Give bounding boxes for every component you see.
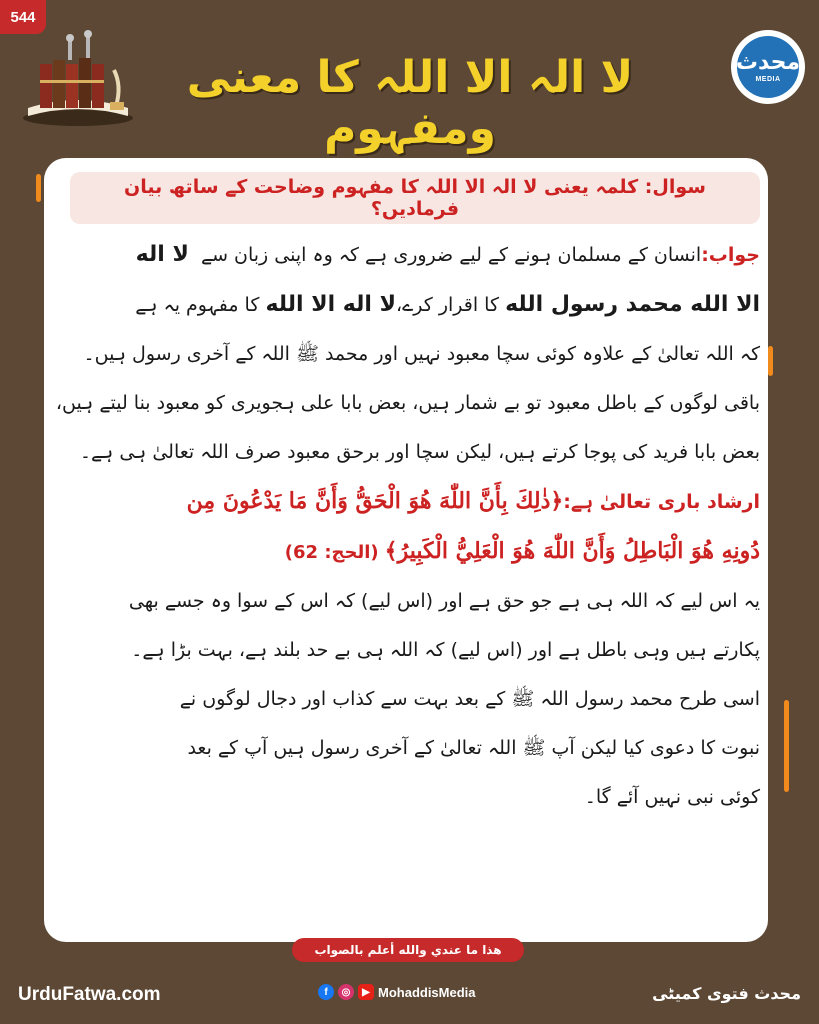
quran-intro: ارشاد باری تعالیٰ ہے: (563, 491, 760, 513)
answer-label: جواب: (701, 244, 760, 266)
social-links (318, 984, 476, 1000)
answer-line-3: کہ اللہ تعالیٰ کے علاوہ کوئی سچا معبود نہیں اور محمد ﷺ اللہ کے آخری رسول ہیں۔ (83, 343, 760, 365)
translation-line-4: نبوت کا دعوی کیا لیکن آپ ﷺ اللہ تعالیٰ کے آخری رسول ہیں آپ کے بعد (187, 737, 760, 759)
closing-phrase: هذا ما عندي والله أعلم بالصواب (292, 938, 524, 962)
website-link[interactable]: UrduFatwa.com (18, 984, 161, 1005)
youtube-icon[interactable]: ▶ (358, 984, 374, 1000)
quran-reference: (الحج: 62) (284, 542, 379, 563)
quran-line-1 (70, 477, 760, 527)
accent-bar-right-top (768, 346, 773, 376)
accent-bar-right (784, 700, 789, 792)
accent-bar-left (36, 174, 41, 202)
answer-line-4: باقی لوگوں کے باطل معبود تو بے شمار ہیں، بعض بابا علی ہجویری کو معبود بنا لیتے ہیں، (55, 392, 760, 414)
quran-line-2 (70, 527, 760, 577)
quran-ayah-part-2: دُونِهِ هُوَ الْبَاطِلُ وَأَنَّ اللّٰهَ هُوَ الْعَلِيُّ الْكَبِيرُ﴾ (384, 538, 760, 564)
fatwa-content (55, 162, 760, 822)
answer-line-5: بعض بابا فرید کی پوجا کرتے ہیں، لیکن سچا اور برحق معبود صرف اللہ تعالیٰ ہی ہے۔ (79, 441, 760, 463)
page-number-badge: 544 (0, 0, 46, 34)
answer-line-1: جواب:انسان کے مسلمان ہونے کے لیے ضروری ہے کہ وہ اپنی زبان سے لا اله (135, 242, 760, 267)
translation-line-5: کوئی نبی نہیں آئے گا۔ (584, 786, 760, 808)
translation-line-3: اسی طرح محمد رسول اللہ ﷺ کے بعد بہت سے کذاب اور دجال لوگوں نے (179, 688, 760, 710)
logo-english-text: MEDIA (755, 75, 781, 83)
quran-ayah-part-1: ﴿ذٰلِكَ بِأَنَّ اللّٰهَ هُوَ الْحَقُّ وَأَنَّ مَا يَدْعُونَ مِن (186, 488, 564, 514)
mohaddis-media-logo (731, 30, 805, 104)
committee-name: محدث فتوی کمیٹی (652, 984, 801, 1003)
answer-line-2: الا الله محمد رسول الله کا اقرار کرے،لا اله الا الله کا مفہوم یہ ہے (135, 292, 760, 317)
instagram-icon[interactable]: ◎ (338, 984, 354, 1000)
page-title: لا الہ الا اللہ کا معنی ومفہوم (186, 52, 634, 154)
kalima-text: لا اله (135, 242, 189, 267)
social-handle[interactable]: MohaddisMedia (378, 984, 476, 1000)
books-icon (18, 30, 138, 130)
logo-arabic-text: محدث (735, 49, 801, 75)
question-box: سوال: کلمہ یعنی لا الہ الا اللہ کا مفہوم وضاحت کے ساتھ بیان فرمادیں؟ (70, 172, 760, 224)
translation-line-1: یہ اس لیے کہ اللہ ہی ہے جو حق ہے اور (اس لیے) کہ اس کے سوا وہ جسے بھی (128, 590, 760, 612)
translation-line-2: پکارتے ہیں وہی باطل ہے اور (اس لیے) کہ اللہ ہی بے حد بلند ہے، بہت بڑا ہے۔ (131, 639, 760, 661)
facebook-icon[interactable]: f (318, 984, 334, 1000)
